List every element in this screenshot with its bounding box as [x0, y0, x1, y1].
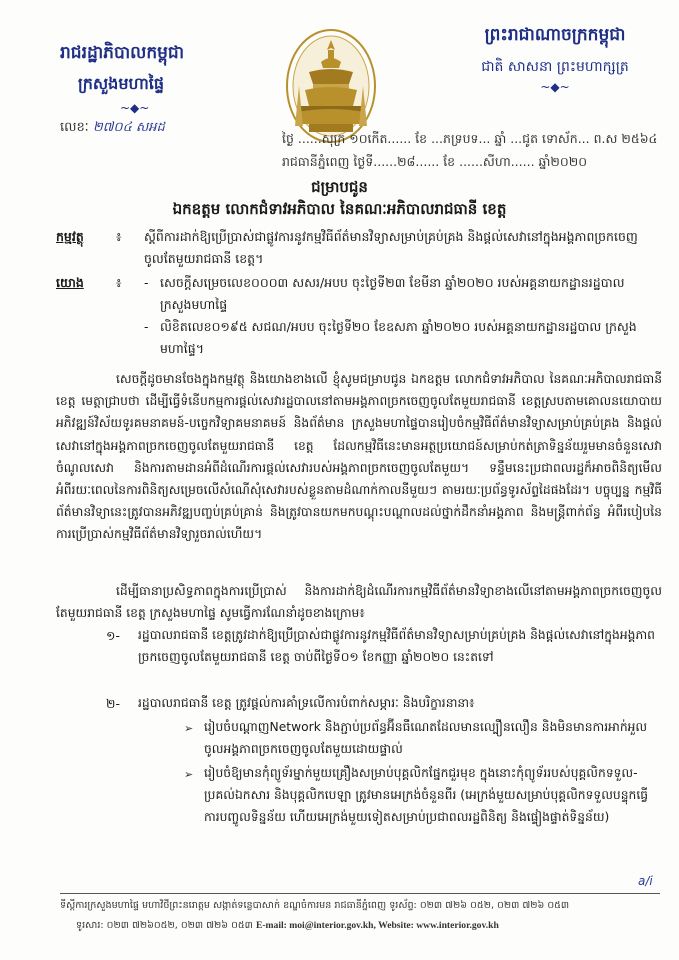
reference-dash-2: - [144, 319, 149, 334]
subject-text: ស្តីពីការដាក់ឱ្យប្រើប្រាស់ជាផ្លូវការនូវកម្មវិធីព័ត៌មានវិទ្យាសម្រាប់គ្រប់គ្រង និងផ្តល់សេវានៅក្នុងអង្គភាពច្រកចេញចូលតែមួយរាជធានី ខេត្ត។ [144, 229, 638, 266]
subject-label: កម្មវត្ថុ [56, 229, 84, 244]
bullet-text-1: រៀបចំបណ្តាញNetwork និងភ្ជាប់ប្រព័ន្ធអ៊ីនធឺណេតដែលមានល្បឿនលឿន និងមិនមានការអាក់អួលចូលអង្គភាពច្រកចេញចូលតែមួយដោយផ្ទាល់ [204, 720, 648, 756]
lunar-date: ថ្ងៃ ......សុក្រ ១០កើត...... ខែ ...ភទ្របទ... ឆ្នាំ ...ជូត ទោស័ក... ព.ស ២៥៦៤ [282, 131, 658, 146]
right-header [440, 24, 670, 94]
reference-number: ២៧០៤ សអដ [92, 120, 165, 135]
body-paragraph-1: សេចក្តីដូចមានចែងក្នុងកម្មវត្ថុ និងយោងខាងលើ ខ្ញុំសូមជម្រាបជូន ឯកឧត្តម លោកជំទាវអភិបាល នៃគណៈអភិបាលរាជធានី ខេត្ត មេត្តាជ្រាបថា ដើម្បីធ្វើទំនើបកម្មការផ្តល់សេវារដ្ឋបាលនៅតាមអង្គភាពច្រកចេញចូលតែមួយរាជធានី ខេត្តស្របតាមគោលនយោបាយអភិវឌ្ឍន៍វិស័យទូរគមនាគមន៍-បច្ចេកវិទ្យាគមនាគមន៍ និងព័ត៌មាន ក្រសួងមហាផ្ទៃបានរៀបចំកម្មវិធីព័ត៌មានវិទ្យាសម្រាប់គ្រប់គ្រង និងផ្តល់សេវានៅក្នុងអង្គភាពច្រកចេញចូលតែមួយរាជធានី ខេត្ត ដែលកម្មវិធីនេះមានអត្ថប្រយោជន៍សម្រាប់កត់ត្រាទិន្នន័យរួមមានចំនួនសេវា ចំណូលសេវា និងការតាមដានអំពីដំណើរការផ្តល់សេវារបស់អង្គភាពច្រកចេញចូលតែមួយ។ ទន្ទឹមនេះប្រជាពលរដ្ឋក៏អាចពិនិត្យមើលអំពីរយៈពេលនៃការពិនិត្យសម្រេចលើសំណើសុំសេវារបស់ខ្លួនតាមដំណាក់កាលនីមួយៗ តាមរយៈប្រព័ន្ធទូរស័ព្ទដៃផងដែរ។ បច្ចុប្បន្ន កម្មវិធីព័ត៌មានវិទ្យានេះត្រូវបានអភិវឌ្ឍបញ្ចប់គ្រប់គ្រាន់ និងត្រូវបានយកមកបណ្តុះបណ្តាលដល់ថ្នាក់ដឹកនាំអង្គភាព និងមន្ត្រីពាក់ព័ន្ធ អំពីរបៀបនៃការប្រើប្រាស់កម្មវិធីព័ត៌មានវិទ្យារួចរាល់ហើយ។ [56, 372, 662, 542]
point-number-1: ១- [106, 628, 120, 643]
subject-block [56, 226, 656, 270]
subject-colon: ៖ [116, 229, 122, 244]
left-header [60, 42, 260, 138]
kingdom-name: ព្រះរាជាណាចក្រកម្ពុជា [484, 25, 626, 45]
arrow-bullet-icon: ➢ [184, 722, 194, 735]
footer-divider [60, 893, 660, 894]
reference-block-2 [56, 316, 656, 360]
footer-contact [76, 919, 676, 933]
ministry-name: ក្រសួងមហាផ្ទៃ [78, 74, 165, 93]
email-website: E-mail: moi@interior.gov.kh, Website: www.interior.gov.kh [255, 920, 499, 931]
initials-mark: a/i [638, 874, 653, 888]
point-text-1: រដ្ឋបាលរាជធានី ខេត្តត្រូវដាក់ឱ្យប្រើប្រាស់ជាផ្លូវការនូវកម្មវិធីព័ត៌មានវិទ្យាសម្រាប់គ្រប់គ្រង និងផ្តល់សេវានៅក្នុងអង្គភាពច្រកចេញចូលតែមួយរាជធានី ខេត្ត ចាប់ពីថ្ងៃទី០១ ខែកញ្ញា ឆ្នាំ២០២០ នេះតទៅ [138, 628, 655, 664]
reference-item-2: លិខិតលេខ០១៩៥ សជណ/អបប ចុះថ្ងៃទី២០ ខែឧសភា ឆ្នាំ២០២០ របស់អគ្គនាយកដ្ឋានរដ្ឋបាល ក្រសួងមហាផ្ទៃ។ [160, 319, 637, 356]
fax-label: ទូរសារ: [76, 920, 104, 931]
national-motto: ជាតិ សាសនា ព្រះមហាក្សត្រ [481, 59, 629, 75]
point-text-2: រដ្ឋបាលរាជធានី ខេត្ត ត្រូវផ្តល់ការគាំទ្រលើការបំពាក់សម្ភារៈ និងបរិក្ខារនានា៖ [138, 696, 475, 710]
salutation: ជម្រាបជូន [311, 178, 368, 196]
body-paragraph-2: ដើម្បីធានាប្រសិទ្ធភាពក្នុងការប្រើប្រាស់ និងការដាក់ឱ្យដំណើរការកម្មវិធីព័ត៌មានវិទ្យាខាងលើនៅតាមអង្គភាពច្រកចេញចូលតែមួយរាជធានី ខេត្ត ក្រសួងមហាផ្ទៃ សូមធ្វើការណែនាំដូចខាងក្រោម៖ [56, 584, 662, 621]
footer-address: ទីស្តីការក្រសួងមហាផ្ទៃ មហាវិថីព្រះនរោត្តម សង្កាត់ទន្លេបាសាក់ ខណ្ឌចំការមន រាជធានីភ្នំពេញ ទូរស័ព្ទ: ០២៣ ៧២៦ ០៥២, ០២៣ ៧២៦ ០៥៣ [60, 900, 570, 911]
reference-number-line [60, 119, 260, 138]
left-ornament: ~◆~ [120, 101, 150, 115]
right-ornament: ~◆~ [540, 80, 570, 94]
fax-numbers: ០២៣ ៧២៦០៥២, ០២៣ ៧២៦ ០៥៣ [106, 920, 253, 931]
reference-label: យោង [56, 275, 84, 290]
point-number-2: ២- [106, 696, 120, 711]
government-name: រាជរដ្ឋាភិបាលកម្ពុជា [60, 43, 185, 63]
bullet-text-2: រៀបចំឱ្យមានកុំព្យូទ័រម្នាក់មួយគ្រឿងសម្រាប់បុគ្គលិកផ្នែកជួរមុខ ក្នុងនោះកុំព្យូទ័ររបស់បុគ្គលិកទទួល-ប្រគល់ឯកសារ និងបុគ្គលិកបេឡា ត្រូវមានអេក្រង់ចំនួនពីរ (អេក្រង់មួយសម្រាប់បុគ្គលិកទទួលបន្ទុកធ្វើការបញ្ចូលទិន្នន័យ ហើយអេក្រង់មួយទៀតសម្រាប់ប្រជាពលរដ្ឋពិនិត្យ និងផ្ទៀងផ្ទាត់ទិន្នន័យ) [204, 766, 649, 824]
reference-dash-1: - [144, 275, 149, 290]
reference-number-label: លេខៈ [60, 120, 89, 135]
recipient: ឯកឧត្តម លោកជំទាវអភិបាល នៃគណៈអភិបាលរាជធានី ខេត្ត [172, 200, 507, 218]
reference-colon: ៖ [116, 275, 122, 290]
reference-item-1: សេចក្តីសម្រេចលេខ០០០៣ សសរ/អបប ចុះថ្ងៃទី២៣ ខែមីនា ឆ្នាំ២០២០ របស់អគ្គនាយកដ្ឋានរដ្ឋបាល ក្រសួងមហាផ្ទៃ [160, 275, 625, 312]
reference-block-1 [56, 272, 656, 316]
royal-emblem-icon [283, 26, 379, 148]
solar-date: រាជធានីភ្នំពេញ ថ្ងៃទី......២៨...... ខែ ......សីហា...... ឆ្នាំ២០២០ [282, 154, 588, 169]
arrow-bullet-icon: ➢ [184, 768, 194, 781]
